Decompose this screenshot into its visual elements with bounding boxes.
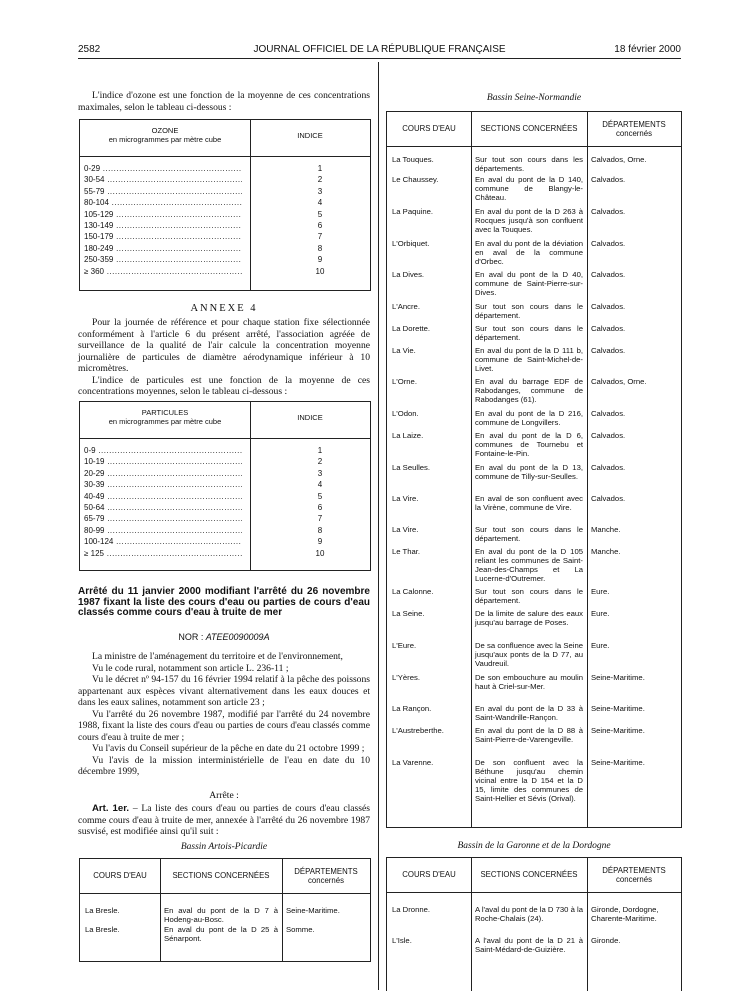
indice-cell: 10 xyxy=(315,266,325,276)
section-cell: En aval du barrage EDF de Rabodanges, commune de Rabodanges (61). xyxy=(475,377,583,404)
cours-cell: La Vire. xyxy=(392,525,419,534)
cours-cell: L'Orbiquet. xyxy=(392,239,430,248)
indice-cell: 8 xyxy=(317,243,323,253)
bassin-seine-title: Bassin Seine-Normandie xyxy=(486,93,582,103)
ozone-table xyxy=(79,119,371,291)
header-subline: concernés xyxy=(616,875,652,884)
indice-cell: 8 xyxy=(317,525,323,535)
range-cell: 65-79 ..... xyxy=(84,514,242,523)
cours-cell: La Bresle. xyxy=(85,925,120,934)
table-row xyxy=(84,549,370,560)
table-row xyxy=(84,210,370,221)
range-cell: 0-29 ..... xyxy=(84,164,242,173)
cours-cell: La Varenne. xyxy=(392,758,434,767)
col-header-sections: SECTIONS CONCERNÉES xyxy=(480,124,578,133)
departement-cell: Calvados. xyxy=(591,270,626,279)
range-cell: 130-149 ..... xyxy=(84,221,242,230)
cours-cell: La Dorette. xyxy=(392,324,431,333)
cours-cell: La Vire. xyxy=(392,494,419,503)
table-row xyxy=(84,537,370,548)
bassin-garonne-title: Bassin de la Garonne et de la Dordogne xyxy=(457,841,611,851)
table-row xyxy=(84,221,370,232)
page-date: 18 février 2000 xyxy=(614,44,681,55)
indice-cell: 1 xyxy=(317,446,323,455)
cours-cell: L'Orne. xyxy=(392,377,417,386)
col-header-cours: COURS D'EAU xyxy=(402,870,456,879)
cours-cell: La Laize. xyxy=(392,431,424,440)
section-cell: En aval du pont de la D 263 à Rocques jusqu'à son confluent avec la Touques. xyxy=(475,207,583,234)
indice-cell: 4 xyxy=(317,480,323,490)
cours-cell: L'Ancre. xyxy=(392,302,420,311)
cours-cell: La Rançon. xyxy=(392,704,432,713)
departement-cell: Calvados. xyxy=(591,346,626,355)
section-cell: En aval du pont de la D 40, commune de Saint-Pierre-sur-Dives. xyxy=(475,270,583,297)
departement-cell: Seine-Maritime. xyxy=(591,704,645,713)
particules-rows xyxy=(84,446,370,560)
departement-cell: Calvados. xyxy=(591,175,626,184)
section-cell: De son confluent avec la Béthune jusqu'au chemin vicinal entre la D 154 et la D 15, limite des communes de Saint-Hellier et Sévis (Orival). xyxy=(475,758,583,803)
section-cell: En aval du pont de la D 6, communes de Tournebu et Fontaine-le-Pin. xyxy=(475,431,583,458)
particules-col-title: PARTICULES en microgrammes par mètre cube xyxy=(108,408,222,426)
section-cell: En aval de son confluent avec la Virène, commune de Vire. xyxy=(475,494,583,512)
cours-cell: La Vie. xyxy=(392,346,416,355)
departement-cell: Calvados. xyxy=(591,463,626,472)
departement-cell: Calvados. xyxy=(591,302,626,311)
indice-cell: 1 xyxy=(317,164,323,173)
cours-cell: La Dives. xyxy=(392,270,425,279)
section-cell: Sur tout son cours dans les départements. xyxy=(475,155,583,173)
header-line: DÉPARTEMENTS xyxy=(602,120,666,129)
indice-cell: 5 xyxy=(317,209,323,219)
cours-cell: La Calonne. xyxy=(392,587,434,596)
indice-cell: 3 xyxy=(317,186,323,196)
table-row xyxy=(84,469,370,480)
artois-table xyxy=(79,858,371,962)
table-row xyxy=(84,187,370,198)
nor-line: NOR : ATEE0090009A xyxy=(178,632,270,642)
range-cell: 80-99 ..... xyxy=(84,526,242,535)
range-cell: 105-129 ..... xyxy=(84,210,242,219)
section-cell: De la limite de salure des eaux jusqu'au barrage de Poses. xyxy=(475,609,583,627)
cours-cell: Le Thar. xyxy=(392,547,421,556)
section-cell: Sur tout son cours dans le département. xyxy=(475,324,583,342)
arrete-body: La ministre de l'aménagement du territoire et de l'environnement, Vu le code rural, notamment son article L. 236-11 ; Vu le décret nº 94-157 du 16 février 1994 relatif à la pêche des poissons appartenant aux espèces vivant alternativement dans les eaux douces et dans les eaux salines, notamment son article 23 ; Vu l'arrêté du 26 novembre 1987, modifié par l'arrêté du 24 novembre 1988, fixant la liste des cours d'eau ou parties de cours d'eau classés comme cours d'eau à truite de mer ; Vu l'avis du Conseil supérieur de la pêche en date du 21 octobre 1999 ; Vu l'avis de la mission interministérielle de l'eau en date du 10 décembre 1999, xyxy=(78,651,370,777)
range-cell: 55-79 ..... xyxy=(84,187,242,196)
journal-title: JOURNAL OFFICIEL DE LA RÉPUBLIQUE FRANÇAISE xyxy=(253,44,506,55)
table-row xyxy=(84,492,370,503)
indice-cell: 4 xyxy=(317,198,323,208)
ozone-rows xyxy=(84,164,370,278)
header-subline: concernés xyxy=(308,876,344,885)
indice-cell: 6 xyxy=(317,502,323,512)
ozone-intro: L'indice d'ozone est une fonction de la moyenne de ces concentrations maximales, selon le tableau ci-dessous : xyxy=(78,90,370,113)
cours-cell: L'Odon. xyxy=(392,409,419,418)
departement-cell: Seine-Maritime. xyxy=(591,758,645,767)
indice-cell: 10 xyxy=(315,548,325,558)
range-cell: 0-9 ..... xyxy=(84,446,242,455)
table-row xyxy=(84,526,370,537)
table-row xyxy=(84,244,370,255)
indice-cell: 3 xyxy=(317,468,323,478)
range-cell: 30-39 ..... xyxy=(84,480,242,489)
table-row xyxy=(84,503,370,514)
table-row xyxy=(84,175,370,186)
section-cell: De son embouchure au moulin haut à Criel-sur-Mer. xyxy=(475,673,583,691)
cours-cell: La Paquine. xyxy=(392,207,434,216)
cours-cell: L'Eure. xyxy=(392,641,417,650)
cours-cell: L'Isle. xyxy=(392,936,412,945)
header-rule xyxy=(78,58,681,59)
indice-cell: 6 xyxy=(317,220,323,230)
annexe-text: Pour la journée de référence et pour chaque station fixe sélectionnée conformément à l'article 6 du présent arrêté, l'association agréée de surveillance de la qualité de l'air calcule la concentration moyenne journalière de particules de diamètre aérodynamique inférieur à 10 micromètres. L'indice de particules est une fonction de la moyenne de ces concentrations moyennes, selon le tableau ci-dessous : xyxy=(78,317,370,397)
column-rule xyxy=(587,112,588,827)
article-1-label: Art. 1er. xyxy=(92,803,130,814)
section-cell: A l'aval du pont de la D 730 à la Roche-Chalais (24). xyxy=(475,905,583,923)
column-rule xyxy=(471,112,472,827)
col-header-sections: SECTIONS CONCERNÉES xyxy=(480,870,578,879)
range-cell: 20-29 ..... xyxy=(84,469,242,478)
col-header-cours: COURS D'EAU xyxy=(93,871,147,880)
col-header-departements xyxy=(587,866,681,884)
table-row xyxy=(84,457,370,468)
table-row xyxy=(84,255,370,266)
article-1: Art. 1er. – La liste des cours d'eau ou parties de cours d'eau classés comme cours d'eau à truite de mer, annexée à l'arrêté du 26 novembre 1987 susvisé, est modifiée ainsi qu'il suit : xyxy=(78,803,370,837)
table-row xyxy=(84,267,370,278)
cours-cell: La Touques. xyxy=(392,155,434,164)
section-cell: Sur tout son cours dans le département. xyxy=(475,525,583,543)
indice-cell: 7 xyxy=(317,514,323,524)
section-cell: Sur tout son cours dans le département. xyxy=(475,587,583,605)
departement-cell: Eure. xyxy=(591,641,610,650)
nor-code: ATEE0090009A xyxy=(205,632,270,642)
departement-cell: Eure. xyxy=(591,609,610,618)
departement-cell: Calvados. xyxy=(591,239,626,248)
range-cell: 180-249 ..... xyxy=(84,244,242,253)
range-cell: 30-54 ..... xyxy=(84,175,242,184)
range-cell: ≥ 125 ..... xyxy=(84,549,242,558)
section-cell: De sa confluence avec la Seine jusqu'aux ponts de la D 77, au Vaudreuil. xyxy=(475,641,583,668)
indice-col-title: INDICE xyxy=(297,413,323,422)
section-cell: En aval du pont de la D 25 à Sénarpont. xyxy=(164,925,278,943)
header-line: DÉPARTEMENTS xyxy=(602,866,666,875)
indice-cell: 2 xyxy=(317,175,323,185)
departement-cell: Calvados. xyxy=(591,324,626,333)
departement-cell: Calvados. xyxy=(591,207,626,216)
indice-cell: 5 xyxy=(317,491,323,501)
range-cell: 250-359 ..... xyxy=(84,255,242,264)
section-cell: En aval du pont de la D 13, commune de Tilly-sur-Seulles. xyxy=(475,463,583,481)
departement-cell: Manche. xyxy=(591,525,621,534)
table-row xyxy=(84,446,370,457)
indice-cell: 2 xyxy=(317,457,323,467)
section-cell: En aval du pont de la D 111 b, commune de Saint-Michel-de-Livet. xyxy=(475,346,583,373)
section-cell: Sur tout son cours dans le département. xyxy=(475,302,583,320)
range-cell: 50-64 ..... xyxy=(84,503,242,512)
cours-cell: L'Austreberthe. xyxy=(392,726,444,735)
indice-cell: 7 xyxy=(317,232,323,242)
indice-cell: 9 xyxy=(317,255,323,265)
header-subline: concernés xyxy=(616,129,652,138)
section-cell: En aval du pont de la déviation en aval de la commune d'Orbec. xyxy=(475,239,583,266)
section-cell: En aval du pont de la D 88 à Saint-Pierre-de-Varengeville. xyxy=(475,726,583,744)
range-cell: 100-124 ..... xyxy=(84,537,242,546)
cours-cell: La Seulles. xyxy=(392,463,431,472)
range-cell: 80-104 ..... xyxy=(84,198,242,207)
table-row xyxy=(84,514,370,525)
departement-cell: Eure. xyxy=(591,587,610,596)
table-row xyxy=(84,198,370,209)
indice-cell: 9 xyxy=(317,537,323,547)
table-row xyxy=(84,164,370,175)
page-number: 2582 xyxy=(78,44,101,55)
departement-cell: Calvados. xyxy=(591,431,626,440)
departement-cell: Gironde. xyxy=(591,936,621,945)
particules-table xyxy=(79,401,371,571)
departement-cell: Calvados, Orne. xyxy=(591,155,647,164)
departement-cell: Calvados. xyxy=(591,494,626,503)
departement-cell: Seine-Maritime. xyxy=(591,673,645,682)
indice-col-title: INDICE xyxy=(297,131,323,140)
departement-cell: Seine-Maritime. xyxy=(286,906,340,915)
bassin-artois-title: Bassin Artois-Picardie xyxy=(180,842,268,852)
cours-cell: Le Chaussey. xyxy=(392,175,439,184)
section-cell: En aval du pont de la D 105 reliant les communes de Saint-Jean-des-Champs et La Lucerne-d'Outremer. xyxy=(475,547,583,583)
section-cell: En aval du pont de la D 7 à Hodeng-au-Bosc. xyxy=(164,906,278,924)
section-cell: En aval du pont de la D 140, commune de Blangy-le-Château. xyxy=(475,175,583,202)
departement-cell: Somme. xyxy=(286,925,315,934)
cours-cell: L'Yères. xyxy=(392,673,420,682)
annexe-title: ANNEXE 4 xyxy=(190,303,258,314)
arrete-title: Arrêté du 11 janvier 2000 modifiant l'arrêté du 26 novembre 1987 fixant la liste des cours d'eau ou parties de cours d'eau classés comme cours d'eau à truite de mer xyxy=(78,586,370,619)
col-header-departements xyxy=(282,867,370,885)
departement-cell: Calvados, Orne. xyxy=(591,377,647,386)
section-cell: En aval du pont de la D 33 à Saint-Wandrille-Rançon. xyxy=(475,704,583,722)
table-row xyxy=(84,480,370,491)
departement-cell: Gironde, Dordogne, Charente-Maritime. xyxy=(591,905,659,923)
departement-cell: Manche. xyxy=(591,547,621,556)
cours-cell: La Dronne. xyxy=(392,905,431,914)
departement-cell: Calvados. xyxy=(591,409,626,418)
seine-table xyxy=(386,111,682,828)
table-row xyxy=(84,232,370,243)
arrete-word: Arrête : xyxy=(209,790,239,801)
departement-cell: Seine-Maritime. xyxy=(591,726,645,735)
section-cell: A l'aval du pont de la D 21 à Saint-Médard-de-Guizière. xyxy=(475,936,583,954)
col-header-cours: COURS D'EAU xyxy=(402,124,456,133)
garonne-table xyxy=(386,857,682,991)
col-header-departements xyxy=(587,120,681,138)
range-cell: 10-19 ..... xyxy=(84,457,242,466)
cours-cell: La Seine. xyxy=(392,609,425,618)
header-line: DÉPARTEMENTS xyxy=(294,867,358,876)
range-cell: ≥ 360 ..... xyxy=(84,267,242,276)
cours-cell: La Bresle. xyxy=(85,906,120,915)
range-cell: 40-49 ..... xyxy=(84,492,242,501)
ozone-col-title: OZONE en microgrammes par mètre cube xyxy=(108,126,222,144)
section-cell: En aval du pont de la D 216, commune de Longvillers. xyxy=(475,409,583,427)
range-cell: 150-179 ..... xyxy=(84,232,242,241)
col-header-sections: SECTIONS CONCERNÉES xyxy=(172,871,270,880)
